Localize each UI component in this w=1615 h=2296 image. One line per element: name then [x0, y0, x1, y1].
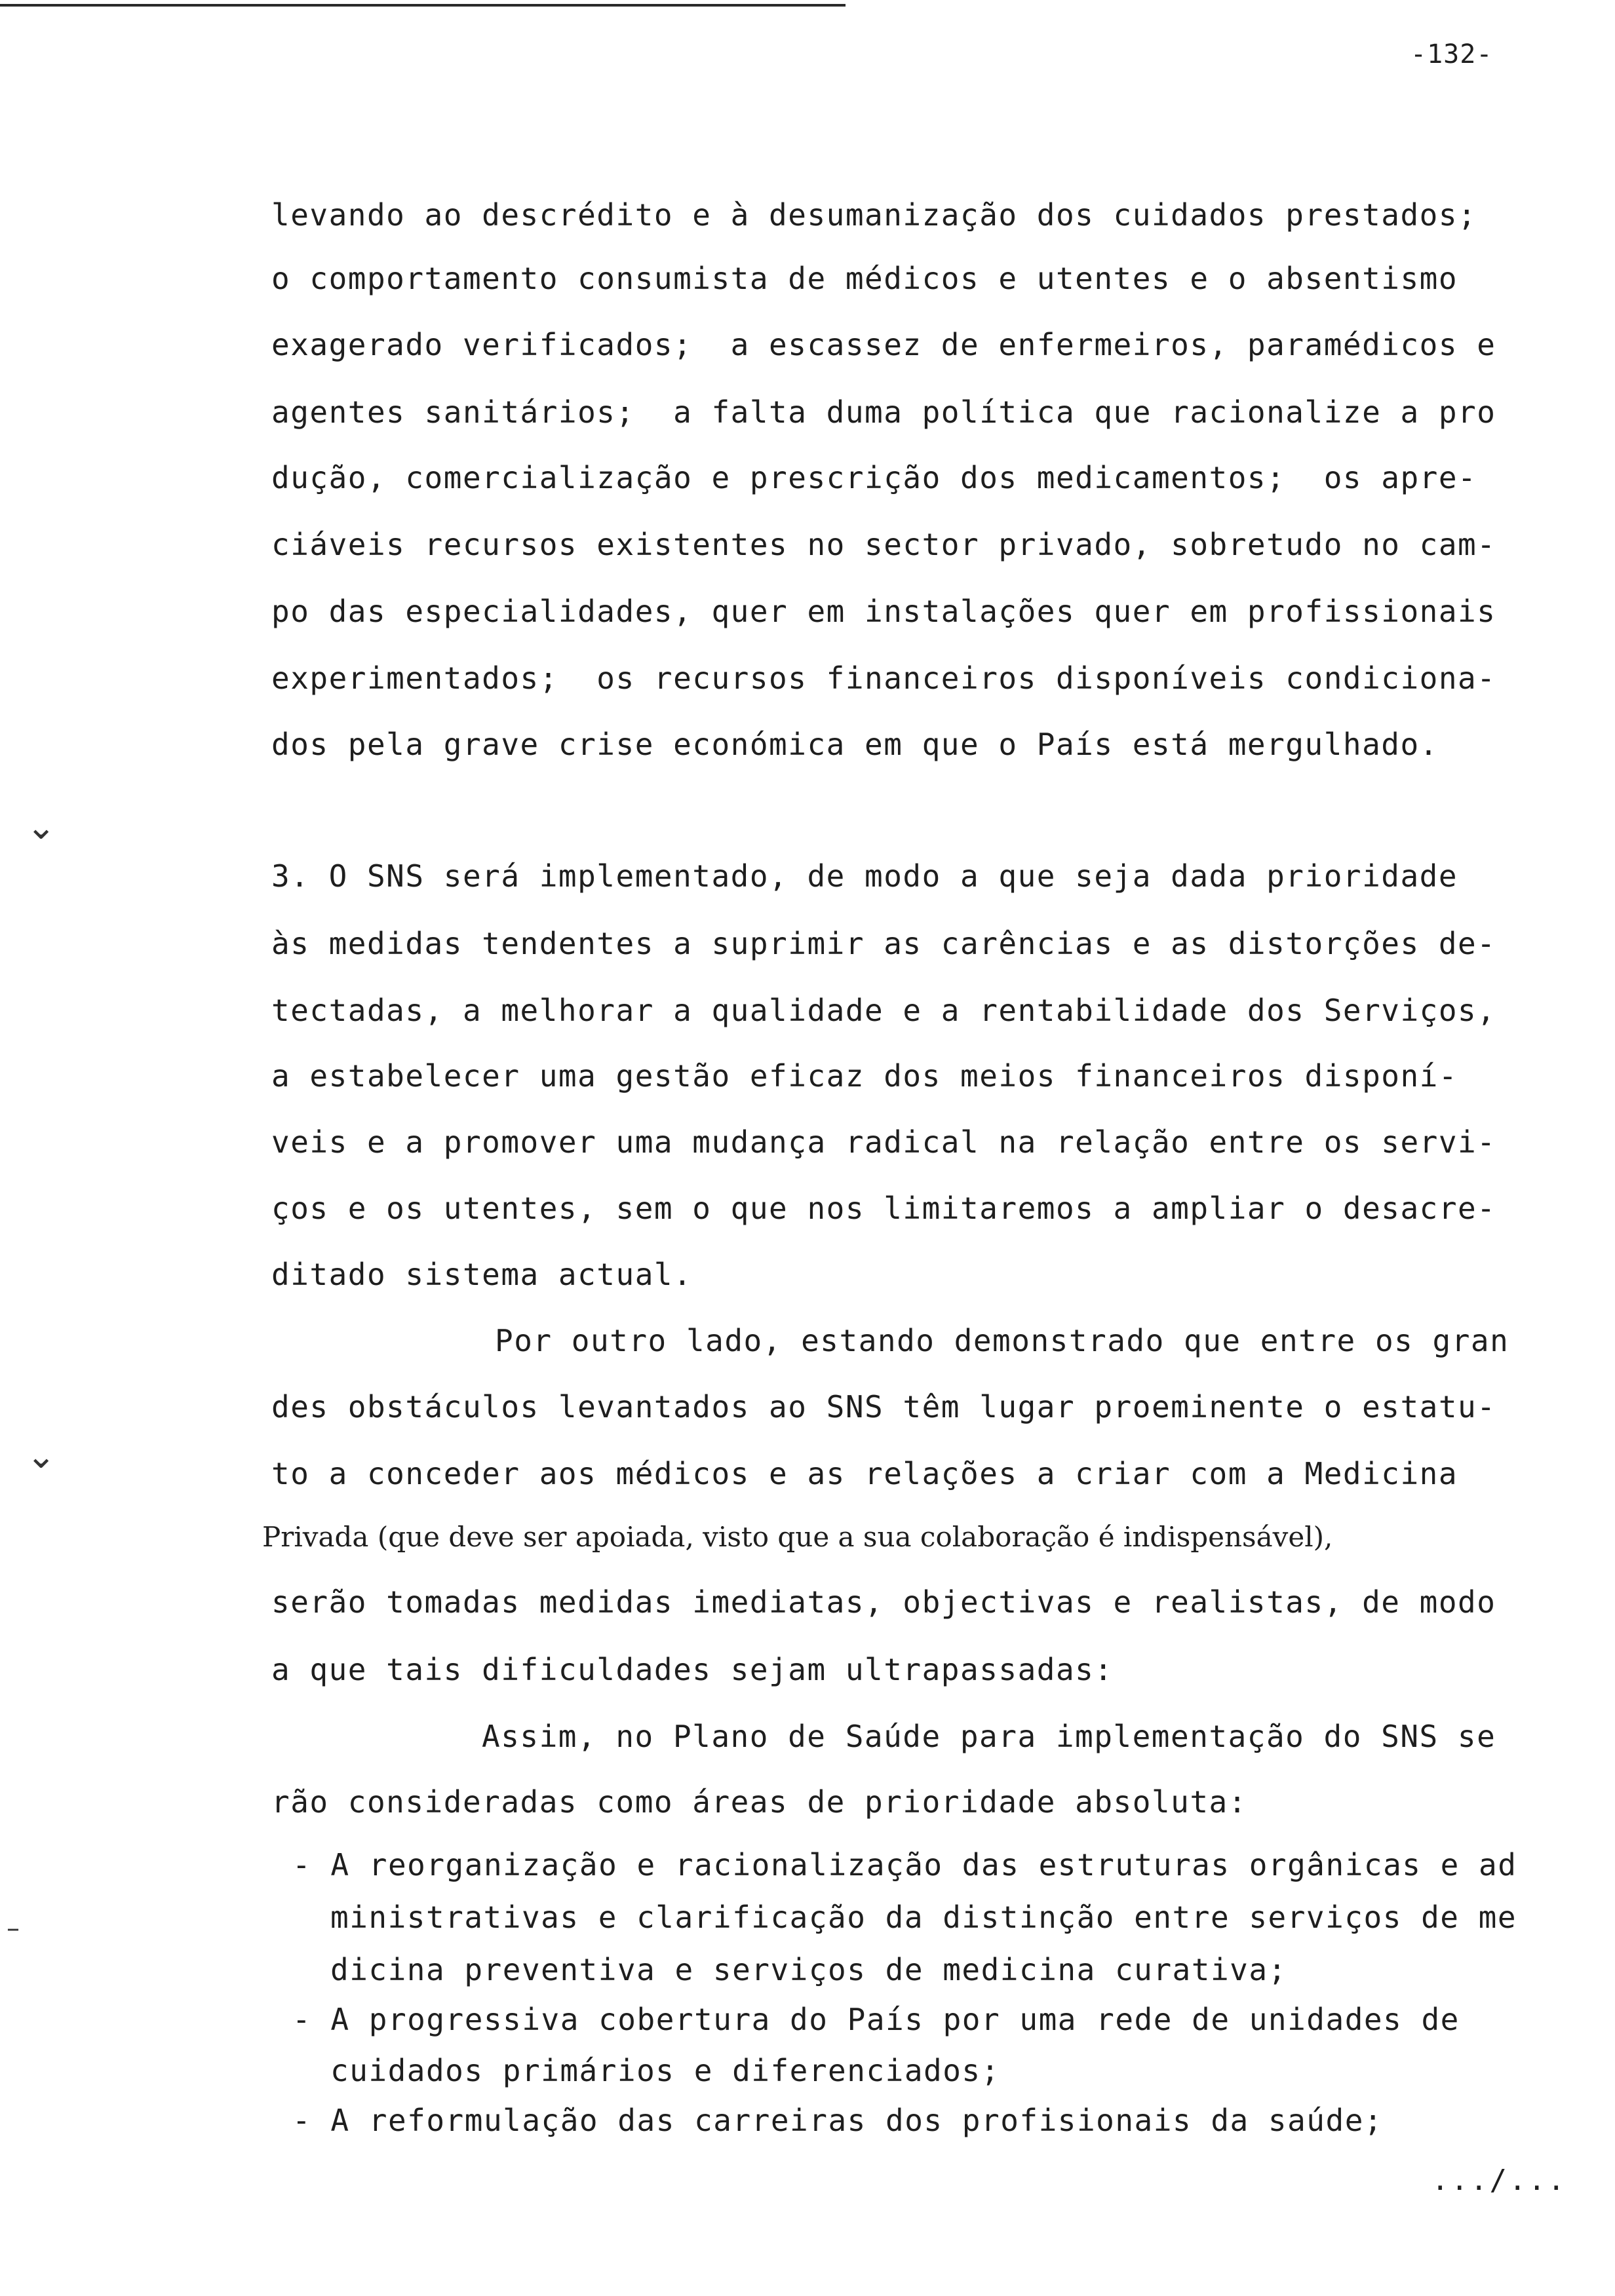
- text-line: ços e os utentes, sem o que nos limitaremos a ampliar o desacre-: [271, 1191, 1496, 1226]
- list-item: - A reorganização e racionalização das estruturas orgânicas e ad: [292, 1847, 1517, 1883]
- text-line: rão consideradas como áreas de prioridade absoluta:: [271, 1784, 1247, 1820]
- list-item-continuation: cuidados primários e diferenciados;: [330, 2053, 1000, 2088]
- text-line: experimentados; os recursos financeiros disponíveis condiciona-: [271, 660, 1496, 696]
- list-item: - A progressiva cobertura do País por uma rede de unidades de: [292, 2002, 1460, 2037]
- text-line: tectadas, a melhorar a qualidade e a rentabilidade dos Serviços,: [271, 993, 1496, 1028]
- text-line: ciáveis recursos existentes no sector privado, sobretudo no cam-: [271, 527, 1496, 562]
- text-line-handwritten-insert: Privada (que deve ser apoiada, visto que a sua colaboração é indispensável),: [262, 1521, 1333, 1553]
- text-line: agentes sanitários; a falta duma política que racionalize a pro: [271, 394, 1496, 430]
- list-item-continuation: ministrativas e clarificação da distinção entre serviços de me: [330, 1900, 1517, 1935]
- text-line: exagerado verificados; a escassez de enfermeiros, paramédicos e: [271, 327, 1496, 362]
- top-rule: [0, 4, 846, 7]
- text-line: to a conceder aos médicos e as relações a criar com a Medicina: [271, 1456, 1458, 1491]
- text-line: levando ao descrédito e à desumanização dos cuidados prestados;: [271, 197, 1477, 233]
- page-number: -132-: [1411, 39, 1493, 69]
- margin-dash-mark: –: [7, 1913, 20, 1943]
- text-line: dos pela grave crise económica em que o País está mergulhado.: [271, 727, 1439, 762]
- list-item-continuation: dicina preventiva e serviços de medicina curativa;: [330, 1952, 1287, 1987]
- text-line: po das especialidades, quer em instalações quer em profissionais: [271, 594, 1496, 629]
- text-line: Por outro lado, estando demonstrado que entre os gran: [495, 1323, 1509, 1358]
- text-line: às medidas tendentes a suprimir as carências e as distorções de-: [271, 926, 1496, 961]
- text-line: a estabelecer uma gestão eficaz dos meios financeiros disponí-: [271, 1058, 1458, 1094]
- margin-check-mark: ⌄: [26, 806, 56, 847]
- text-line: veis e a promover uma mudança radical na relação entre os servi-: [271, 1124, 1496, 1160]
- text-line: a que tais dificuldades sejam ultrapassadas:: [271, 1652, 1114, 1687]
- continuation-mark: .../...: [1431, 2164, 1567, 2197]
- margin-check-mark: ⌄: [26, 1435, 56, 1476]
- text-line: Assim, no Plano de Saúde para implementação do SNS se: [482, 1719, 1496, 1754]
- text-line: o comportamento consumista de médicos e utentes e o absentismo: [271, 261, 1458, 296]
- text-line: dução, comercialização e prescrição dos medicamentos; os apre-: [271, 460, 1477, 495]
- text-line: 3. O SNS será implementado, de modo a que seja dada prioridade: [271, 858, 1458, 894]
- text-line: des obstáculos levantados ao SNS têm lugar proeminente o estatu-: [271, 1389, 1496, 1425]
- list-item: - A reformulação das carreiras dos profisionais da saúde;: [292, 2103, 1384, 2138]
- text-line: ditado sistema actual.: [271, 1257, 693, 1292]
- text-line: serão tomadas medidas imediatas, objectivas e realistas, de modo: [271, 1584, 1496, 1620]
